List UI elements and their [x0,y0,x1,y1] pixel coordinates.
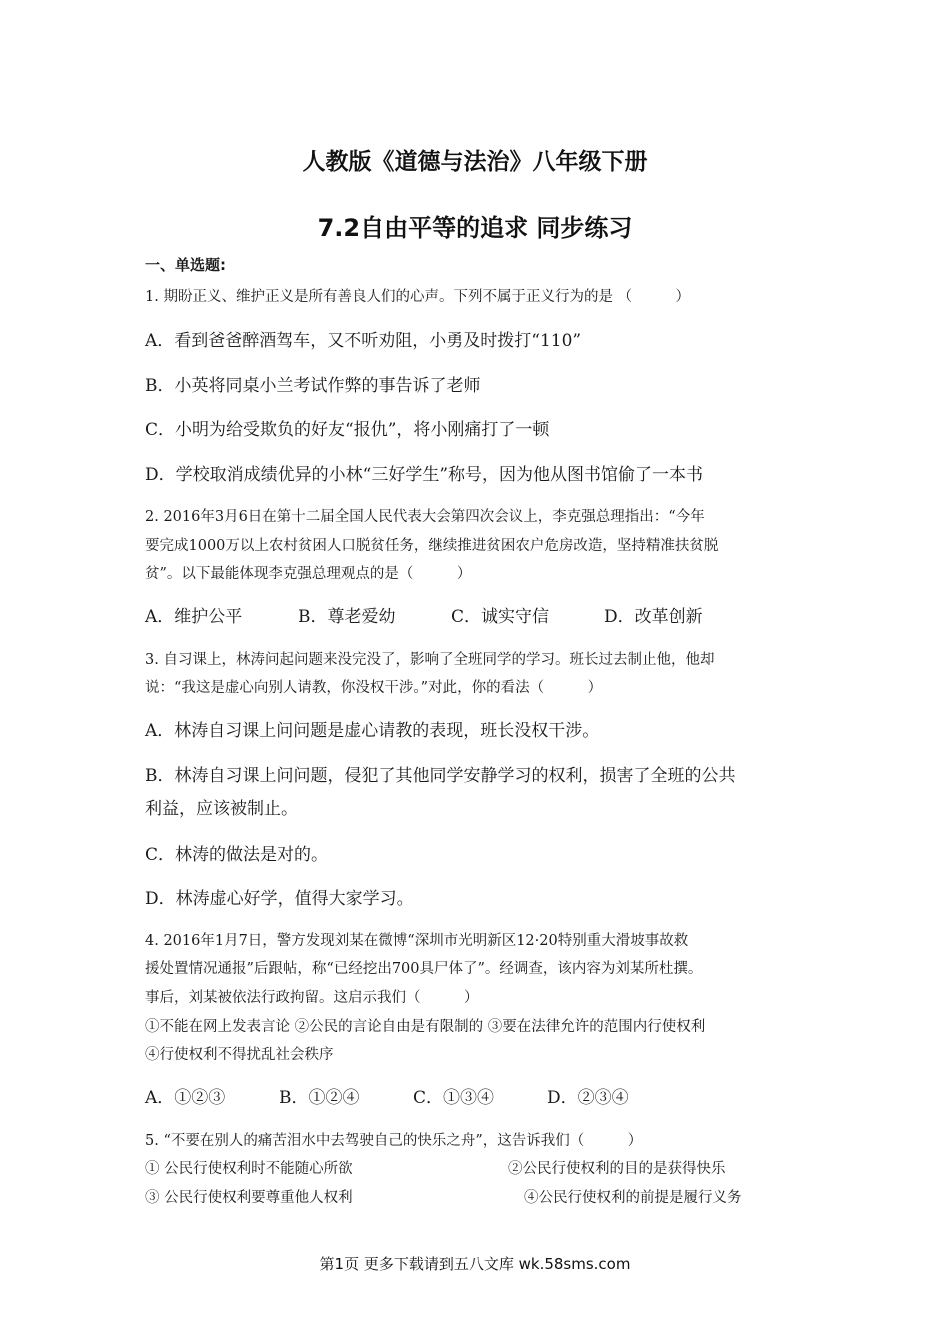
q4-option-b: B．①②④ [279,1088,360,1108]
q1-option-c: C．小明为给受欺负的好友“报仇”，将小刚痛打了一顿 [145,420,550,440]
q4-stem-line2: 援处置情况通报”后跟帖，称“已经挖出700具尸体了”。经调查，该内容为刘某所杜撰。 [145,961,703,977]
q2-option-d: D．改革创新 [604,607,703,627]
q5-statement-2: ②公民行使权利的目的是获得快乐 [508,1161,726,1177]
q4-statements-line2: ④行使权利不得扰乱社会秩序 [145,1047,334,1063]
q4-options [145,1083,629,1108]
q5-statement-3: ③ 公民行使权利要尊重他人权利 [145,1190,353,1206]
doc-title: 人教版《道德与法治》八年级下册 [302,149,648,175]
q3-option-b-line2: 利益，应该被制止。 [145,799,298,819]
q3-option-b-line1: B．林涛自习课上问问题，侵犯了其他同学安静学习的权利，损害了全班的公共 [145,766,736,786]
q2-stem-line2: 要完成1000万以上农村贫困人口脱贫任务，继续推进贫困农户危房改造，坚持精准扶贫脱 [145,538,719,554]
q4-stem-line1: 4. 2016年1月7日，警方发现刘某在微博“深圳市光明新区12·20特别重大滑坡事故救 [145,933,689,949]
section-heading: 一、单选题: [145,256,226,274]
q3-stem-line2: 说：“我这是虚心向别人请教，你没权干涉。”对此，你的看法（ ） [145,680,603,696]
q3-option-c: C．林涛的做法是对的。 [145,845,329,865]
q4-option-a: A．①②③ [145,1088,226,1108]
q1-stem: 1. 期盼正义、维护正义是所有善良人们的心声。下列不属于正义行为的是 （ ） [145,289,691,305]
q3-option-a: A．林涛自习课上问问题是虚心请教的表现，班长没权干涉。 [145,721,600,741]
q4-option-d: D．②③④ [547,1088,629,1108]
q5-stem: 5. “不要在别人的痛苦泪水中去驾驶自己的快乐之舟”，这告诉我们（ ） [145,1133,643,1149]
q5-statement-1: ① 公民行使权利时不能随心所欲 [145,1161,353,1177]
q2-stem-line1: 2. 2016年3月6日在第十二届全国人民代表大会第四次会议上，李克强总理指出：“今年 [145,509,705,525]
q1-option-b: B．小英将同桌小兰考试作弊的事告诉了老师 [145,376,481,396]
q4-stem-line3: 事后，刘某被依法行政拘留。这启示我们（ ） [145,990,479,1006]
q2-option-a: A．维护公平 [145,607,243,627]
q2-option-b: B．尊老爱幼 [298,607,396,627]
q4-option-c: C．①③④ [413,1088,495,1108]
q2-stem-line3: 贫”。以下最能体现李克强总理观点的是（ ） [145,566,472,582]
q5-statement-4: ④公民行使权利的前提是履行义务 [524,1190,742,1206]
q2-option-c: C．诚实守信 [451,607,550,627]
page-footer: 第1页 更多下载请到五八文库 wk.58sms.com [319,1255,631,1273]
q2-options [145,602,703,627]
q3-option-d: D．林涛虚心好学，值得大家学习。 [145,889,414,909]
doc-subtitle: 7.2自由平等的追求 同步练习 [317,214,633,242]
q1-option-a: A．看到爸爸醉酒驾车，又不听劝阻，小勇及时拨打“110” [145,331,582,351]
q4-statements-line1: ①不能在网上发表言论 ②公民的言论自由是有限制的 ③要在法律允许的范围内行使权利 [145,1019,706,1035]
q1-option-d: D．学校取消成绩优异的小林“三好学生”称号，因为他从图书馆偷了一本书 [145,465,704,485]
q3-stem-line1: 3. 自习课上，林涛问起问题来没完没了，影响了全班同学的学习。班长过去制止他，他却 [145,652,715,668]
